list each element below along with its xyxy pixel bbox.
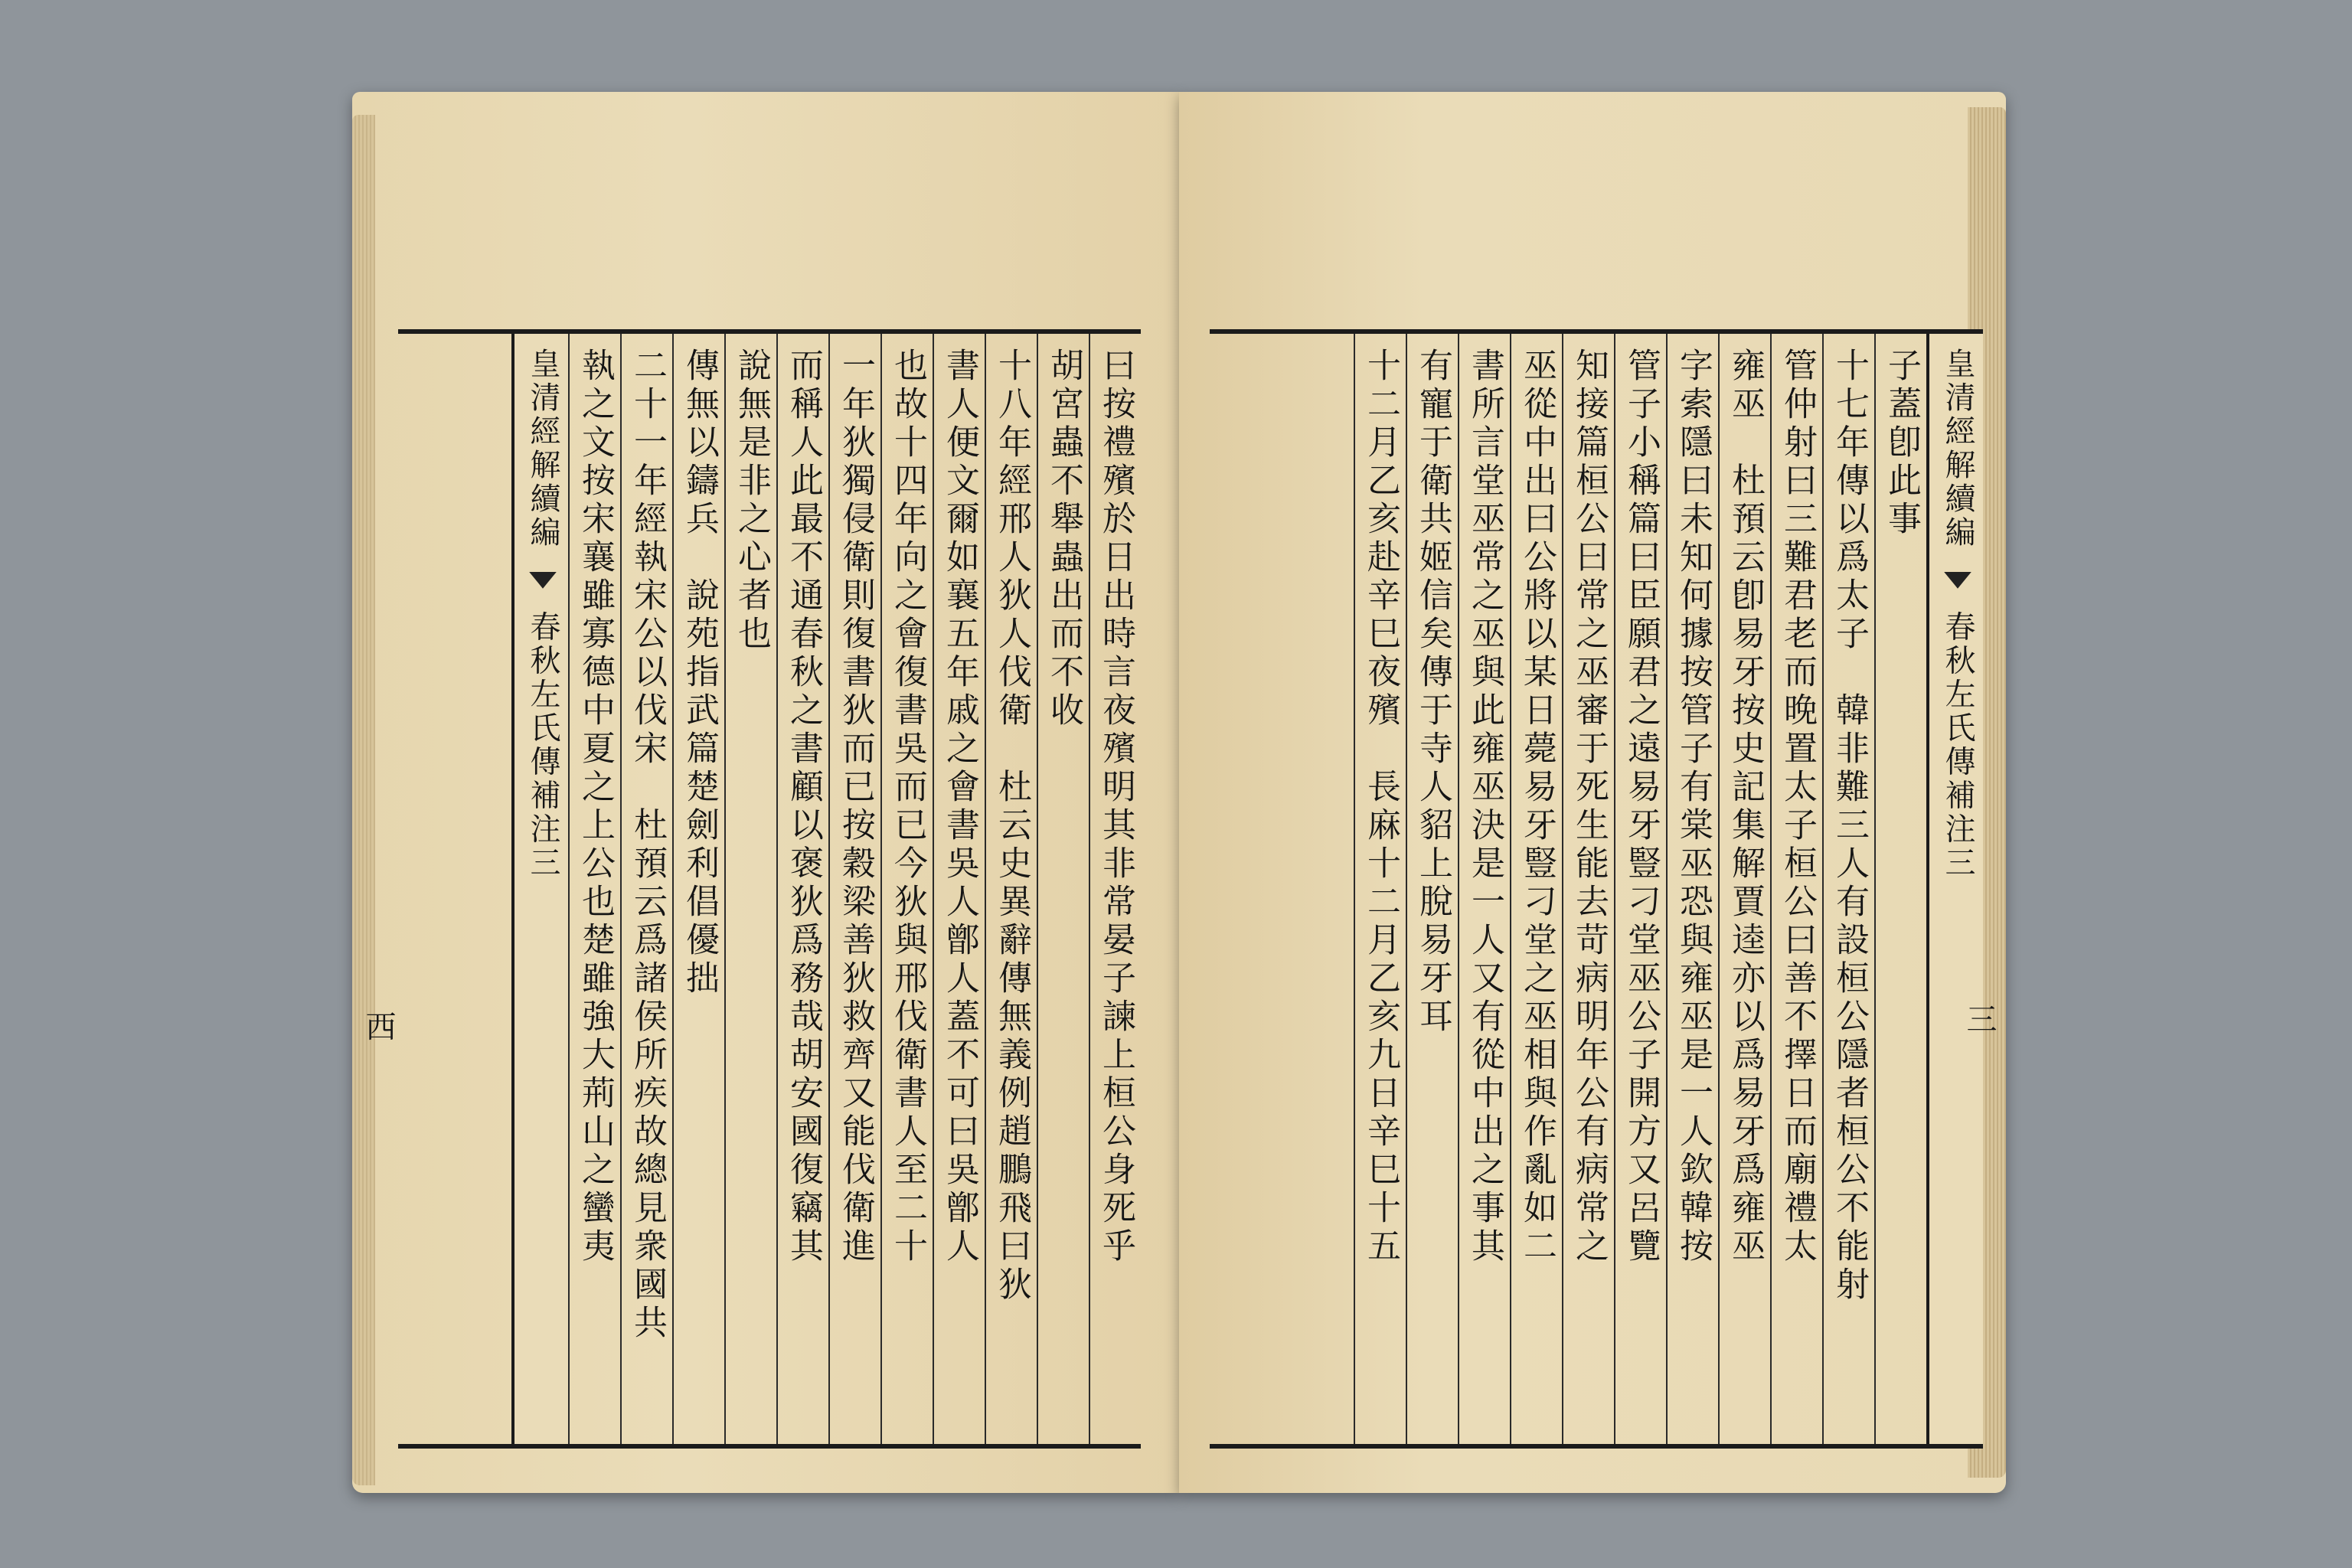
text-column: 執之文按宋襄雖寡德中夏之上公也楚雖強大荊山之蠻夷 [568,334,620,1444]
fishtail-mark-icon [529,572,557,589]
right-margin-column [1926,334,1983,1444]
text-column: 而稱人此最不通春秋之書顧以褒狄爲務哉胡安國復竊其 [776,334,828,1444]
text-column: 字索隱曰未知何據按管子有棠巫恐與雍巫是一人欽韓按 [1666,334,1718,1444]
folio-number: 西 [361,1011,396,1041]
text-column: 十八年經邢人狄人伐衛 杜云史異辭傳無義例趙鵬飛曰狄 [985,334,1037,1444]
right-text-columns [1210,334,1983,1444]
text-column: 也故十四年向之會復書吳而已今狄與邢伐衛書人至二十 [880,334,933,1444]
text-column: 知接篇桓公曰常之巫審于死生能去苛病明年公有病常之 [1562,334,1614,1444]
left-margin-column [511,334,568,1444]
margin-subtitle: 春秋左氏傳補注三 [525,610,560,880]
text-column: 十二月乙亥赴辛巳夜殯 長麻十二月乙亥九日辛巳十五 [1354,334,1406,1444]
open-book [337,92,1998,1516]
left-page-edge [352,115,375,1485]
text-column: 巫從中出曰公將以某日薨易牙豎刁堂之巫相與作亂如二 [1510,334,1562,1444]
text-column: 雍巫 杜預云卽易牙按史記集解賈逵亦以爲易牙爲雍巫 [1718,334,1770,1444]
left-text-columns [398,334,1141,1444]
text-column: 曰按禮殯於日出時言夜殯明其非常晏子諫上桓公身死乎 [1089,334,1141,1444]
text-column: 管仲射曰三難君老而晚置太子桓公曰善不擇日而廟禮太 [1770,334,1822,1444]
text-column: 管子小稱篇曰臣願君之遠易牙豎刁堂巫公子開方又呂覽 [1614,334,1666,1444]
text-column: 一年狄獨侵衛則復書狄而已按穀梁善狄救齊又能伐衛進 [828,334,880,1444]
text-column: 書人便文爾如襄五年戚之會書吳人鄫人蓋不可曰吳鄫人 [933,334,985,1444]
text-column: 書所言堂巫常之巫與此雍巫決是一人又有從中出之事其 [1458,334,1510,1444]
left-page [352,92,1179,1493]
text-column: 傳無以鑄兵 說苑指武篇楚劍利倡優拙 [672,334,724,1444]
text-column: 有寵于衛共姬信矣傳于寺人貂上脫易牙耳 [1406,334,1458,1444]
right-text-frame [1210,329,1983,1449]
text-column: 子蓋卽此事 [1874,334,1926,1444]
folio-number: 三 [1962,1003,1997,1034]
text-column: 十七年傳以爲太子 韓非難三人有設桓公隱者桓公不能射 [1822,334,1874,1444]
text-column: 二十一年經執宋公以伐宋 杜預云爲諸侯所疾故總見衆國共 [620,334,672,1444]
right-page [1179,92,2006,1493]
text-column: 說無是非之心者也 [724,334,776,1444]
margin-title: 皇清經解續編 [525,348,560,550]
left-text-frame [398,329,1141,1449]
text-column: 胡宮蟲不舉蟲出而不收 [1037,334,1089,1444]
margin-subtitle: 春秋左氏傳補注三 [1940,610,1975,880]
margin-title: 皇清經解續編 [1940,348,1975,550]
fishtail-mark-icon [1944,572,1971,589]
